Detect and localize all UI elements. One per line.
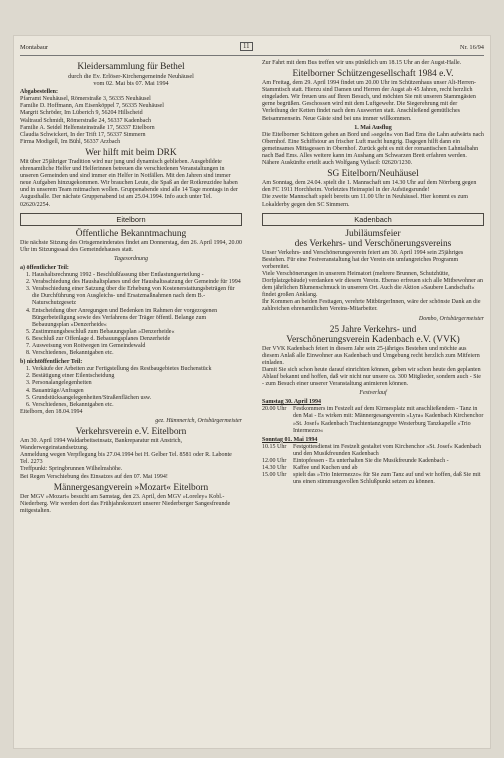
sg-title: SG Eitelborn/Neuhäusel	[327, 169, 419, 180]
saturday-schedule	[262, 406, 484, 434]
list-item: 8. Verschiedenes, Bekanntgaben etc.	[32, 350, 242, 357]
mgv-text: Der MGV »Mozart« besucht am Samstag, den 23. April, den MGV »Loreley« Kobl.-Niederberg. Wir werden dort das Frühjahrskonzert unserer Niederberger Sangesfreunde mitgestalten.	[20, 493, 231, 514]
schedule-time: 14.30 Uhr	[262, 465, 287, 472]
list-item: 2. Verabschiedung des Haushaltsplanes und der Haushaltssatzung der Gemeinde für 1994	[32, 279, 242, 286]
kleidersammlung-subtitle: durch die Ev. Erlöser-Kirchengemeinde Neuhäusel	[68, 73, 194, 80]
list-item: 1. Haushaltsrechnung 1992 - Beschlußfassung über Entlastungserteilung -	[32, 272, 242, 279]
list-item: 2. Bestätigung einer Eilentscheidung	[32, 373, 242, 380]
ausflug-text: Die Eitelborner Schützen gehen an Bord und »segeln« von Bad Ems die Lahn aufwärts nach Obernhof. Eine Schiffstour an frischer Luft macht hungrig. Dagegen hilft dann ein gemeinsames Mittagessen in Obernhof. Zurück geht es mit der romantischen Lahntalbahn nach Bad Ems. Alles weitere kann im Aushang am Schwarzen Brett erfahren werden. Nähere Auskünfte erteilt auch Wolfgang Vytlacil: 02620/1230.	[262, 131, 484, 167]
verkehrsverein-text: Am 30. April 1994 Waldarbeitseinsatz, Bankreparatur mit Anstrich, Wanderwegeinstandsetzung. Anmeldung wegen Verpflegung bis 27.04.1994 bei H. Gelber Tel. 8581 oder R. Labonte Tel. 2273 Treffpunkt: Springbrunnen Wilhelmshöhe. Bei Regen Verschiebung des Einsatzes auf den 07. Mai 1994!	[20, 438, 232, 480]
list-item: 4. Entscheidung über Anregungen und Bedenken im Rahmen der vorgezogenen Bürgerbeteiligung sowie des Verfahrens der Träger öffentl. Belange zum Bebauungsplan »Denzerheide«	[32, 308, 242, 329]
verkehrsverein-title: Verkehrsverein e.V. Eitelborn	[75, 427, 187, 438]
list-item: 4. Bauanträge/Anfragen	[32, 388, 242, 395]
drk-text: Mit über 25jähriger Tradition wird nur jung und dynamisch geblieben. Ausgebildete ehrenamtliche Helfer und Helferinnen betreuen die verschiedenen Veranstaltungen in unseren Gemeinden und sind immer ein Helfer in Notfällen. Mit den Jahren sind immer neue Aufgaben hinzugekommen. Wir brauchen Leute, die Spaß an der Rotkreuzidee haben und in unserem Team mitmachen wollen. Gruppenabende sind alle 14 Tage montags in der Augusthalle. Der nächste Gruppenabend ist am 25.04.1994. Info auch unter Tel. 02620/2254.	[20, 158, 238, 208]
kleidersammlung-dates: vom 02. Mai bis 07. Mai 1994	[93, 80, 169, 88]
list-item: 3. Verabschiedung einer Satzung über die Erhebung von Kostenerstattungsbeträgen für die Durchführung von Ausgleichs- und Ersatzmaßnahmen nach dem B.-Naturschutzgesetz	[32, 286, 242, 307]
jubilaeum-title: Jubiläumsfeier des Verkehrs- und Verschönerungsvereins	[294, 228, 452, 249]
drk-title: Wer hilft mit beim DRK	[85, 147, 177, 158]
left-column	[20, 60, 242, 517]
list-item: 5. Zustimmungsbeschluß zum Bebauungsplan »Denzerheide«	[32, 329, 242, 336]
right-column	[262, 60, 484, 486]
agenda-signature: gez. Hümmerich, Ortsbürgermeister	[155, 417, 242, 424]
public-part-title: a) öffentlicher Teil:	[20, 264, 69, 271]
list-item: 1. Verkäufe der Arbeiten zur Fertigstellung des Restbaugebietes Buchenstück	[32, 366, 242, 373]
header-region: Montabaur	[20, 44, 49, 51]
vvk-title: 25 Jahre Verkehrs- und Verschönerungsverein Kadenbach e.V. (VVK)	[286, 324, 460, 345]
newspaper-page	[14, 36, 490, 748]
list-item: 5. Grundstücksangelegenheiten/Straßenflächen usw.	[32, 395, 242, 402]
bekanntmachung-text: Die nächste Sitzung des Ortsgemeinderates findet am Donnerstag, den 26. April 1994, 20.00 Uhr im Sitzungssaal des Gemeindehauses statt.	[20, 239, 242, 253]
kleidersammlung-title: Kleidersammlung für Bethel	[77, 62, 185, 72]
schuetzen-title: Eitelborner Schützengesellschaft 1984 e.V.	[292, 69, 454, 80]
page-number: 11	[240, 42, 253, 51]
section-box-kadenbach: Kadenbach	[262, 213, 484, 226]
schedule-desc: Festgottesdienst im Festzelt gestaltet vom Kirchenchor »St. Josef« Kadenbach und den Musikfreunden Kadenbach	[293, 443, 482, 457]
list-item: 3. Personalangelegenheiten	[32, 380, 242, 387]
schedule-desc: Eintopfessen - Es unterhalten Sie die Musikfreunde Kadenbach -	[293, 458, 449, 465]
jubilaeum-text: Unser Verkehrs- und Verschönerungsverein feiert am 30. April 1994 sein 25jähriges Bestehen. Für eine Festveranstaltung hat der Verein ein umfangreiches Programm vorbereitet. Viele Verschönerungen in unserem Heimatort (mehrere Brunnen, Schutzhütte, Dorfplatzgebäude) verdanken wir diesem Verein. Ebenso erfreuen sich alle Mitbewohner an dem jährlichen Blumenschmuck in unserem Ort. Auch die Aktion »Saubere Landschaft« findet großen Anklang. Ihr Kommen an beiden Festtagen, verehrte MitbürgerInnen, wäre der schönste Dank an die zahlreichen ehrenamtlichen Vereins-Mitarbeiter.	[262, 249, 483, 313]
abgabe-title: Abgabestellen:	[20, 89, 58, 96]
list-item: 6. Beschluß zur Offenlage d. Bebauungsplanes Denzerheide	[32, 336, 242, 343]
list-item: 7. Ausweisung von Roitwegen im Gemeindewald	[32, 343, 242, 350]
jubilaeum-signature: Dombo, Ortsbürgermeister	[418, 315, 484, 322]
list-item: 6. Verschiedenes, Bekanntgaben etc.	[32, 402, 242, 409]
mgv-title: Männergesangverein »Mozart« Eitelborn	[53, 482, 209, 493]
public-agenda-list	[20, 272, 242, 357]
page-header	[14, 42, 490, 54]
schedule-time: 12.00 Uhr	[262, 458, 287, 465]
schedule-time: 10.15 Uhr	[262, 443, 287, 450]
bekanntmachung-title: Öffentliche Bekanntmachung	[75, 228, 187, 239]
schedule-time: 20.00 Uhr	[262, 406, 287, 413]
private-part-title: b) nichtöffentlicher Teil:	[20, 359, 83, 366]
vvk-text: Der VVK Kadenbach feiert in diesem Jahr sein 25-jähriges Bestehen und möchte aus diesem Anlaß alle Einwohner aus Kadenbach und Umgebung recht herzlich zum Mitfeiern einladen. Damit Sie sich schon heute darauf einrichten können, geben wir schon heute den geplanten Ablauf bekannt und hoffen, daß wir nicht nur unsere ca. 300 Mitglieder, sondern auch - Sie - zum Besuch einer unserer Veranstaltung animieren können.	[262, 345, 481, 388]
bus-intro-text: Zur Fahrt mit dem Bus treffen wir uns pünktlich um 18.15 Uhr an der Augst-Halle.	[262, 60, 462, 66]
agenda-date: Eitelborn, den 18.04.1994	[20, 408, 83, 415]
header-rule	[20, 55, 484, 56]
sg-text: Am Sonntag, dem 24.04. spielt die 1. Mannschaft um 14.30 Uhr auf dem Nörrberg gegen den FC 1911 Horchheim. Vorletztes Heimspiel in der Aufstiegsrunde! Die zweite Mannschaft spielt bereits um 11.00 Uhr in Neuhäusel. Hier kommt es zum Lokalderby gegen den SC Simmern.	[262, 180, 477, 208]
sunday-schedule	[262, 444, 484, 487]
issue-number: Nr. 16/94	[459, 44, 484, 51]
ausflug-title: 1. Mai Ausflug	[354, 124, 392, 131]
schuetzen-text: Am Freitag, dem 29. April 1994 findet um 20.00 Uhr im Schützenhaus unser Alt-Herren-Stammtisch statt. Hierzu sind Damen und Herren der Augst ab 45 Jahren, recht herzlich eingeladen. Wir freuen uns auf Ihren Besuch, und möchten Sie mit unseren Stammgästen gerne begrüßen. Geschossen wird mit dem Luftgewehr. Die Siegerehrung mit der Verleihung der Ketten findet nach dem Auswerten statt. Anschließend gemütliches Beisammensein. Neue Gäste sind bei uns immer willkommen.	[262, 80, 476, 122]
schedule-time: 15.00 Uhr	[262, 472, 287, 479]
saturday-title: Samstag 30. April 1994	[262, 399, 322, 406]
private-agenda-list	[20, 366, 242, 409]
tagesordnung-heading: Tagesordnung	[114, 255, 148, 262]
abgabe-list: Pfarramt Neuhäusel, Römerstraße 3, 56335 Neuhäusel Familie D. Hoffmann, Am Eisenköppel 7, 56335 Neuhäusel Margrit Schröder, Im Lüberich 9, 56204 Hillscheid Waltraud Schmidt, Römerstraße 24, 56337 Kadenbach Familie A. Seidel Helfensteinstraße 17, 56337 Eitelborn Claudia Schwickert, In der Trift 17, 56337 Simmern Firma Modigell, Im Bühl, 56337 Arzbach	[20, 96, 164, 145]
schedule-desc: Kaffee und Kuchen und ab	[293, 465, 358, 472]
schedule-desc: spielt das »Trio Intermezzo« für Sie zum Tanz auf und wir hoffen, daß Sie mit uns einen stimmungsvollen Schlußpunkt setzen zu können.	[293, 472, 481, 486]
sunday-title: Sonntag 01. Mai 1994	[262, 436, 318, 443]
section-box-eitelborn: Eitelborn	[20, 213, 242, 226]
festverlauf-heading: Festverlauf	[359, 390, 387, 397]
schedule-desc: Festkommers im Festzelt auf dem Kirmesplatz mit anschließendem - Tanz in den Mai - Es wirken mit: Männergesangverein »Lyra« Kadenbach Kirchenchor »St. Josef« Kadenbach Trachtentanzgruppe Westerburg Tanzkapelle »Trio Intermezzo«	[293, 406, 484, 434]
